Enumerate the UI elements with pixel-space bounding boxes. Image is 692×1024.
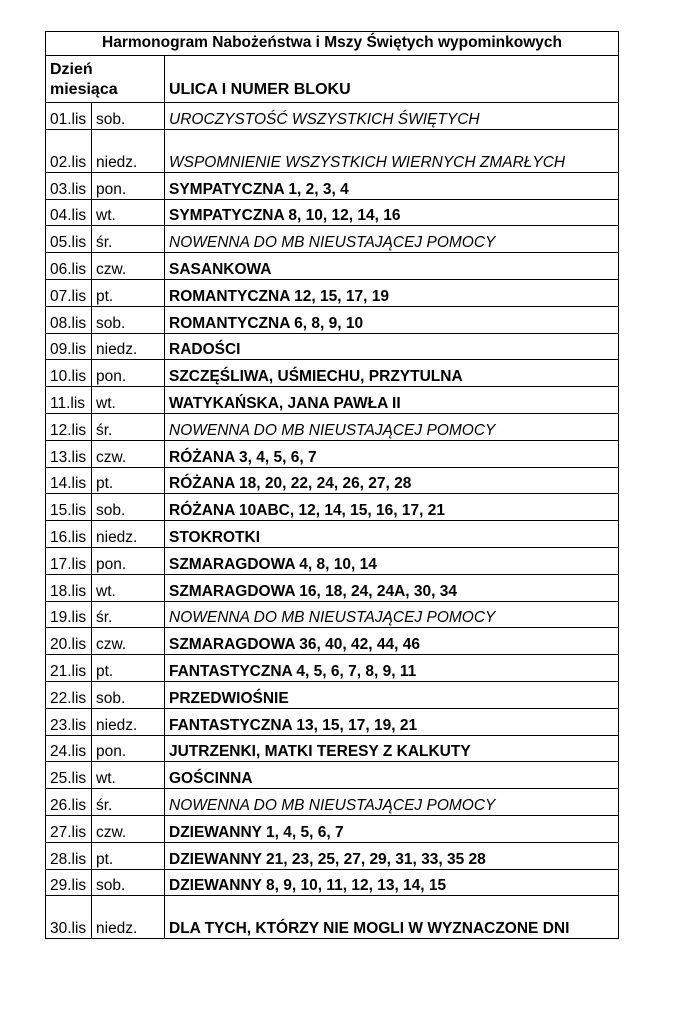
row-date: 16.lis [46,521,92,548]
row-weekday: sob. [92,494,165,521]
row-street: JUTRZENKI, MATKI TERESY Z KALKUTY [165,735,619,762]
row-street: STOKROTKI [165,521,619,548]
row-street: RADOŚCI [165,333,619,360]
row-weekday: śr. [92,601,165,628]
table-row [46,762,619,789]
table-row [46,413,619,440]
row-street: SYMPATYCZNA 1, 2, 3, 4 [165,172,619,199]
row-street: SZMARAGDOWA 4, 8, 10, 14 [165,547,619,574]
schedule-body [46,32,619,939]
row-street: WATYKAŃSKA, JANA PAWŁA II [165,387,619,414]
row-weekday: sob. [92,869,165,896]
row-weekday: czw. [92,253,165,280]
row-weekday: pt. [92,279,165,306]
row-street: ROMANTYCZNA 6, 8, 9, 10 [165,306,619,333]
row-date: 22.lis [46,681,92,708]
row-street: NOWENNA DO MB NIEUSTAJĄCEJ POMOCY [165,413,619,440]
table-row [46,842,619,869]
row-date: 17.lis [46,547,92,574]
row-weekday: niedz. [92,333,165,360]
row-date: 13.lis [46,440,92,467]
table-row [46,655,619,682]
row-date: 23.lis [46,708,92,735]
table-row [46,789,619,816]
row-date: 08.lis [46,306,92,333]
table-row [46,199,619,226]
row-street: DLA TYCH, KTÓRZY NIE MOGLI W WYZNACZONE DNI [165,896,619,939]
row-weekday: sob. [92,681,165,708]
row-weekday: wt. [92,387,165,414]
row-street: ROMANTYCZNA 12, 15, 17, 19 [165,279,619,306]
table-row [46,735,619,762]
row-date: 24.lis [46,735,92,762]
table-row [46,681,619,708]
row-weekday: wt. [92,199,165,226]
table-row [46,521,619,548]
row-street: FANTASTYCZNA 4, 5, 6, 7, 8, 9, 11 [165,655,619,682]
row-weekday: pt. [92,655,165,682]
table-row [46,869,619,896]
row-date: 10.lis [46,360,92,387]
table-title: Harmonogram Nabożeństwa i Mszy Świętych wypominkowych [46,32,619,56]
row-street: SZCZĘŚLIWA, UŚMIECHU, PRZYTULNA [165,360,619,387]
row-date: 12.lis [46,413,92,440]
table-row [46,601,619,628]
row-street: SZMARAGDOWA 16, 18, 24, 24A, 30, 34 [165,574,619,601]
row-weekday: śr. [92,789,165,816]
table-row [46,279,619,306]
row-weekday: czw. [92,815,165,842]
header-street: ULICA I NUMER BLOKU [165,56,619,103]
row-weekday: niedz. [92,896,165,939]
row-street: DZIEWANNY 8, 9, 10, 11, 12, 13, 14, 15 [165,869,619,896]
table-row [46,440,619,467]
table-row [46,226,619,253]
table-row [46,547,619,574]
table-row [46,129,619,172]
row-date: 02.lis [46,129,92,172]
table-row [46,253,619,280]
row-street: NOWENNA DO MB NIEUSTAJĄCEJ POMOCY [165,226,619,253]
table-row [46,387,619,414]
row-weekday: pon. [92,735,165,762]
table-row [46,306,619,333]
table-row [46,708,619,735]
row-weekday: śr. [92,226,165,253]
row-street: DZIEWANNY 1, 4, 5, 6, 7 [165,815,619,842]
row-weekday: pt. [92,842,165,869]
row-street: DZIEWANNY 21, 23, 25, 27, 29, 31, 33, 35 28 [165,842,619,869]
row-weekday: niedz. [92,129,165,172]
row-weekday: pon. [92,547,165,574]
table-row [46,896,619,939]
row-weekday: pon. [92,172,165,199]
table-row [46,360,619,387]
row-date: 20.lis [46,628,92,655]
title-row [46,32,619,56]
row-street: RÓŻANA 10ABC, 12, 14, 15, 16, 17, 21 [165,494,619,521]
header-row [46,56,619,103]
row-weekday: niedz. [92,521,165,548]
row-date: 26.lis [46,789,92,816]
row-weekday: wt. [92,574,165,601]
row-street: PRZEDWIOŚNIE [165,681,619,708]
table-row [46,628,619,655]
row-date: 11.lis [46,387,92,414]
row-street: SZMARAGDOWA 36, 40, 42, 44, 46 [165,628,619,655]
row-street: RÓŻANA 3, 4, 5, 6, 7 [165,440,619,467]
row-date: 19.lis [46,601,92,628]
row-date: 07.lis [46,279,92,306]
row-street: NOWENNA DO MB NIEUSTAJĄCEJ POMOCY [165,789,619,816]
row-street: NOWENNA DO MB NIEUSTAJĄCEJ POMOCY [165,601,619,628]
row-street: SYMPATYCZNA 8, 10, 12, 14, 16 [165,199,619,226]
row-date: 27.lis [46,815,92,842]
row-street: UROCZYSTOŚĆ WSZYSTKICH ŚWIĘTYCH [165,103,619,130]
row-date: 29.lis [46,869,92,896]
table-row [46,494,619,521]
table-row [46,103,619,130]
row-weekday: sob. [92,306,165,333]
row-date: 01.lis [46,103,92,130]
row-weekday: sob. [92,103,165,130]
row-date: 06.lis [46,253,92,280]
row-date: 03.lis [46,172,92,199]
row-street: RÓŻANA 18, 20, 22, 24, 26, 27, 28 [165,467,619,494]
table-row [46,467,619,494]
row-weekday: śr. [92,413,165,440]
row-date: 05.lis [46,226,92,253]
row-date: 15.lis [46,494,92,521]
row-weekday: pon. [92,360,165,387]
row-street: WSPOMNIENIE WSZYSTKICH WIERNYCH ZMARŁYCH [165,129,619,172]
table-row [46,172,619,199]
row-date: 14.lis [46,467,92,494]
row-weekday: pt. [92,467,165,494]
row-date: 18.lis [46,574,92,601]
row-street: FANTASTYCZNA 13, 15, 17, 19, 21 [165,708,619,735]
row-weekday: wt. [92,762,165,789]
table-row [46,574,619,601]
row-date: 28.lis [46,842,92,869]
row-weekday: czw. [92,440,165,467]
row-date: 09.lis [46,333,92,360]
row-date: 30.lis [46,896,92,939]
table-row [46,333,619,360]
row-street: GOŚCINNA [165,762,619,789]
row-street: SASANKOWA [165,253,619,280]
row-date: 25.lis [46,762,92,789]
row-weekday: czw. [92,628,165,655]
header-day-of-month: Dzień miesiąca [46,56,165,103]
row-weekday: niedz. [92,708,165,735]
table-row [46,815,619,842]
row-date: 04.lis [46,199,92,226]
row-date: 21.lis [46,655,92,682]
schedule-table [45,31,619,939]
